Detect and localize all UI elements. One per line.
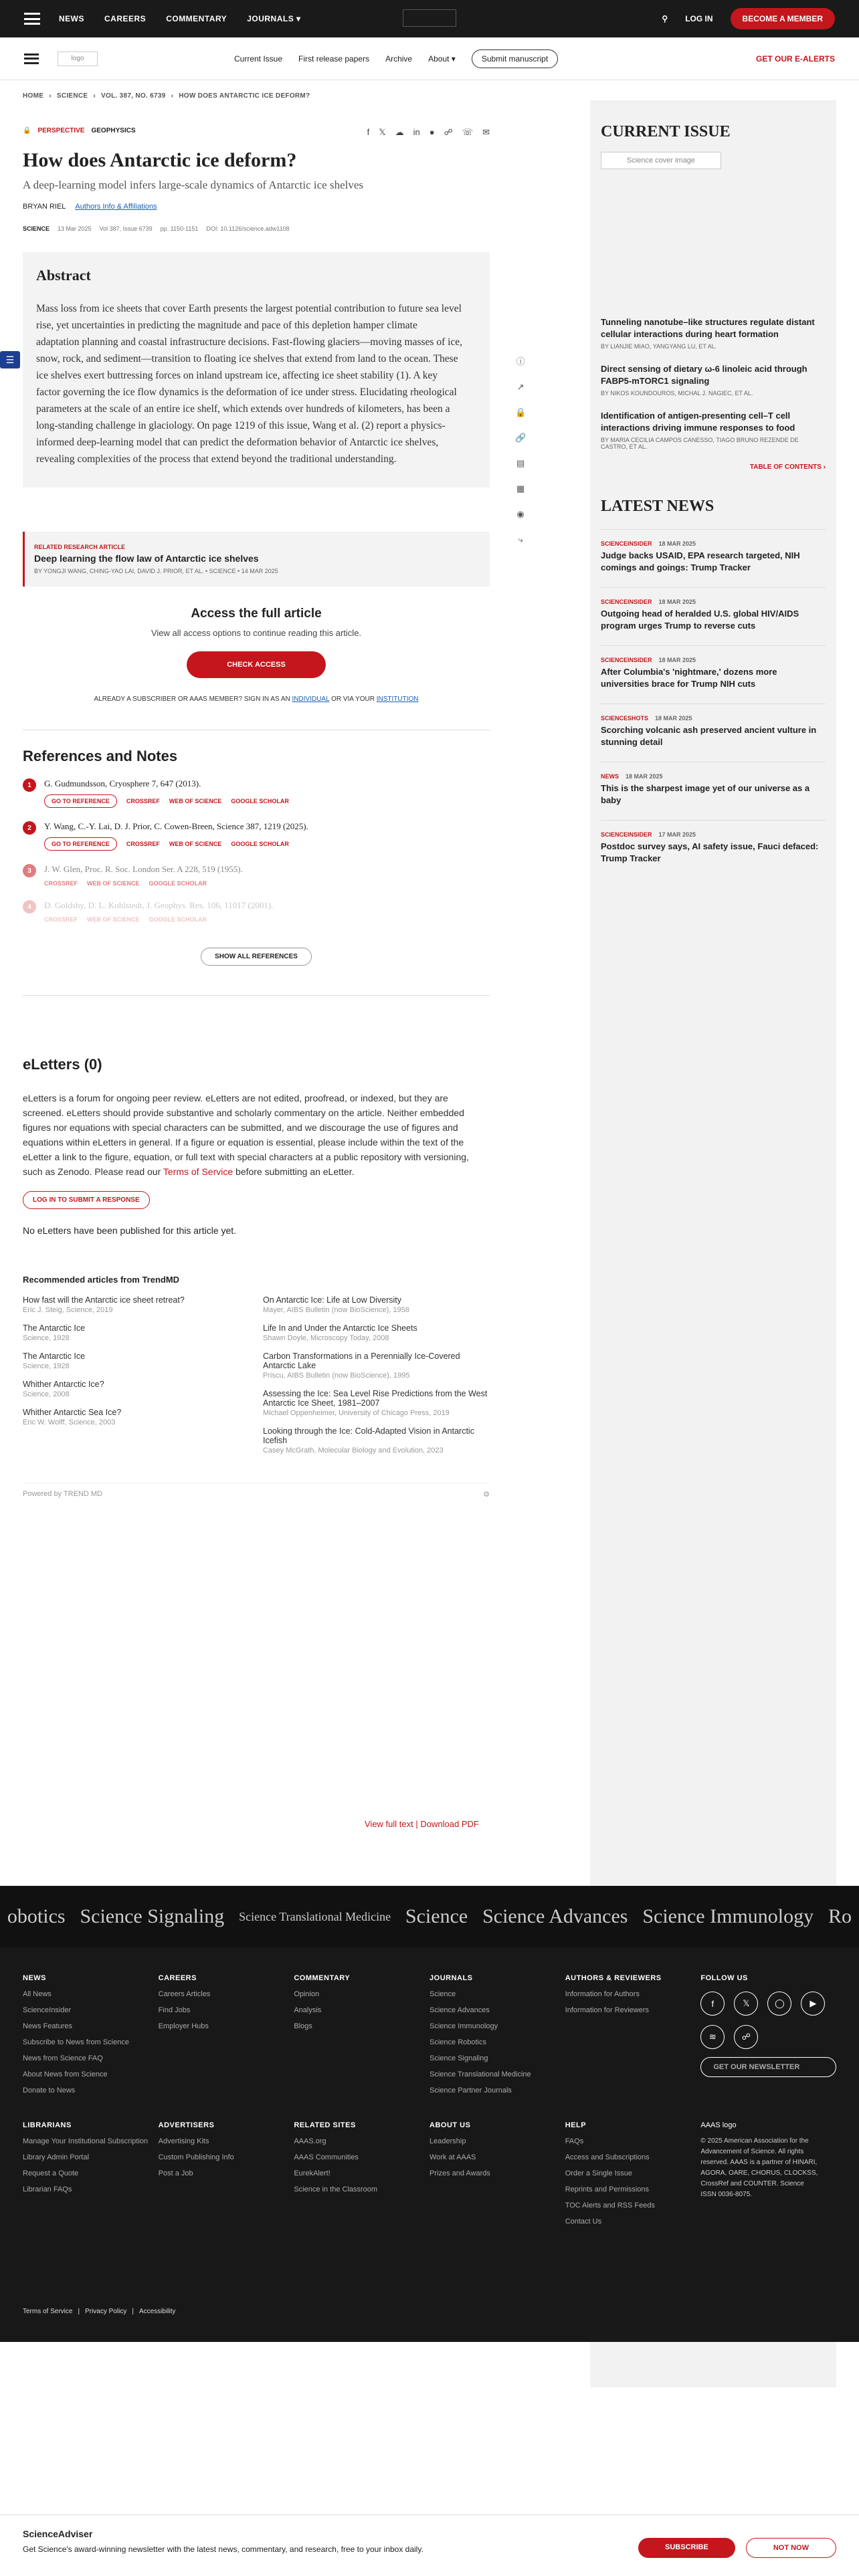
footer-link[interactable]: Manage Your Institutional Subscription — [23, 2137, 149, 2145]
link-icon[interactable]: 🔗 — [515, 433, 527, 443]
institution-link[interactable]: INSTITUTION — [376, 695, 419, 703]
trendmd-right — [263, 1295, 490, 1464]
recommended-item[interactable] — [23, 1295, 250, 1314]
rec-source: Shawn Doyle, Microscopy Today, 2008 — [263, 1334, 389, 1342]
footer-link[interactable]: Employer Hubs — [158, 2022, 209, 2030]
wos-link[interactable]: WEB OF SCIENCE — [169, 798, 222, 804]
ref-number: 4 — [23, 900, 36, 914]
search-icon[interactable]: ⚲ — [662, 14, 668, 23]
article-title: How does Antarctic ice deform? — [23, 149, 297, 171]
article-tools — [515, 354, 526, 545]
no-eletters-text: No eLetters have been published for this article yet. — [23, 1225, 237, 1236]
recommended-item[interactable] — [263, 1323, 490, 1342]
issue-item[interactable] — [601, 363, 826, 397]
fulltext-links — [365, 1819, 479, 1829]
footer-link[interactable]: Advertising Kits — [158, 2137, 209, 2145]
signin-text: ALREADY A SUBSCRIBER OR AAAS MEMBER? SIGN IN AS AN — [94, 695, 290, 703]
rec-source: Science, 2008 — [23, 1390, 70, 1398]
access-section — [23, 607, 490, 703]
footer-col-about — [430, 2121, 565, 2226]
media-icon[interactable]: ◉ — [516, 509, 524, 519]
table-icon[interactable]: ▦ — [516, 484, 525, 494]
ref-number: 1 — [23, 778, 36, 792]
news-title[interactable]: After Columbia's 'nightmare,' dozens more universities brace for Trump NIH cuts — [601, 667, 777, 689]
wechat-icon[interactable]: ☍ — [444, 127, 453, 137]
lock-icon[interactable]: 🔒 — [515, 407, 527, 417]
journal-logo[interactable]: logo — [58, 51, 98, 66]
go-to-reference-button[interactable]: GO TO REFERENCE — [44, 794, 117, 808]
submit-manuscript-button[interactable]: Submit manuscript — [472, 49, 558, 68]
pub-date: 13 Mar 2025 — [58, 225, 92, 232]
references-list — [23, 778, 490, 923]
related-article[interactable] — [23, 532, 490, 586]
journal-immunology[interactable]: Science Immunology — [642, 1905, 814, 1927]
crossref-link[interactable]: CROSSREF — [126, 798, 160, 804]
check-access-button-large[interactable]: CHECK ACCESS — [187, 651, 326, 678]
privacy-policy-link[interactable]: Privacy Policy — [85, 2308, 127, 2315]
issue-item-authors: BY MARIA CECILIA CAMPOS CANESSO, TIAGO BRUNO REZENDE DE CASTRO, ET AL. — [601, 437, 799, 450]
rec-title[interactable]: Whither Antarctic Ice? — [23, 1380, 104, 1389]
news-title[interactable]: Judge backs USAID, EPA research targeted, NIH comings and goings: Trump Tracker — [601, 550, 800, 572]
footer-col-careers — [159, 1974, 294, 2095]
issue-item[interactable] — [601, 410, 826, 450]
breadcrumb-sep: › — [171, 92, 174, 100]
metrics-icon[interactable]: ↗ — [516, 382, 524, 392]
rec-title[interactable]: The Antarctic Ice — [23, 1323, 86, 1333]
footer-legal — [700, 2121, 836, 2226]
google-scholar-link[interactable]: GOOGLE SCHOLAR — [231, 841, 289, 847]
footer-heading: HELP — [565, 2121, 587, 2129]
trendmd-heading: Recommended articles from TrendMD — [23, 1275, 180, 1285]
footer-link[interactable]: News from Science FAQ — [23, 2054, 103, 2062]
footer-link[interactable]: FAQs — [565, 2137, 584, 2145]
access-sub: View all access options to continue reading this article. — [151, 628, 362, 638]
news-date: 18 MAR 2025 — [658, 599, 696, 605]
terms-link[interactable]: Terms of Service — [163, 1166, 233, 1177]
toc-toggle-icon[interactable]: ☰ — [0, 351, 20, 368]
not-now-button[interactable]: NOT NOW — [746, 2538, 836, 2558]
sub-nav — [0, 37, 859, 80]
eletters-heading: eLetters (0) — [23, 1056, 102, 1073]
archive-link[interactable]: Archive — [385, 53, 413, 64]
science-adviser-banner — [0, 2514, 859, 2576]
reference-item — [23, 900, 490, 923]
crossref-link[interactable]: CROSSREF — [44, 880, 78, 887]
show-all-references-button[interactable]: SHOW ALL REFERENCES — [201, 948, 312, 966]
footer-link[interactable]: EurekAlert! — [294, 2169, 330, 2177]
rec-source: Science, 1928 — [23, 1334, 70, 1342]
footer-link[interactable]: AAAS.org — [294, 2137, 326, 2145]
footer-col-related — [294, 2121, 430, 2226]
journal-ro[interactable]: Ro — [828, 1905, 852, 1927]
references-heading: References and Notes — [23, 748, 178, 764]
issue-item-title[interactable]: Tunneling nanotube–like structures regulate distant cellular interactions during heart formation — [601, 317, 815, 339]
footer-heading: CAREERS — [158, 1974, 197, 1982]
news-item[interactable] — [601, 820, 826, 865]
footer-link[interactable]: About News from Science — [23, 2070, 108, 2078]
abstract-section — [23, 252, 490, 488]
news-item[interactable] — [601, 645, 826, 690]
top-nav — [59, 14, 301, 23]
footer-heading: LIBRARIANS — [23, 2121, 72, 2129]
doi-link[interactable]: DOI: 10.1126/science.adw1108 — [206, 225, 290, 232]
rec-title[interactable]: On Antarctic Ice: Life at Low Diversity — [263, 1295, 402, 1305]
download-pdf-link[interactable]: Download PDF — [420, 1819, 479, 1829]
recommended-item[interactable] — [263, 1295, 490, 1314]
recommended-item[interactable] — [23, 1352, 250, 1370]
related-meta: BY YONGJI WANG, CHING-YAO LAI, DAVID J. PRIOR, ET AL. • SCIENCE • 14 MAR 2025 — [34, 568, 278, 574]
rec-title[interactable]: Assessing the Ice: Sea Level Rise Predictions from the West Antarctic Ice Sheet, 1981–2007 — [263, 1389, 488, 1408]
footer-link[interactable]: Science Signaling — [430, 2054, 488, 2062]
footer — [0, 1947, 859, 2342]
breadcrumb-home[interactable]: HOME — [23, 92, 44, 100]
terms-of-service-link[interactable]: Terms of Service — [23, 2308, 73, 2315]
news-item[interactable] — [601, 704, 826, 748]
subscribe-button[interactable]: SUBSCRIBE — [638, 2538, 735, 2558]
footer-link[interactable]: All News — [23, 1990, 52, 1998]
current-issue-link[interactable]: Current Issue — [234, 53, 283, 64]
perspective-tag[interactable]: PERSPECTIVE — [37, 127, 85, 134]
journal-translational[interactable]: Science Translational Medicine — [239, 1909, 391, 1923]
nav-commentary[interactable]: COMMENTARY — [166, 14, 227, 23]
footer-link[interactable]: Opinion — [294, 1990, 320, 1998]
issue-item-title[interactable]: Direct sensing of dietary ω-6 linoleic acid through FABP5-mTORC1 signaling — [601, 364, 807, 386]
footer-col-journals — [430, 1974, 565, 2095]
footer-col-librarians — [23, 2121, 159, 2226]
first-release-link[interactable]: First release papers — [298, 53, 370, 64]
news-date: 18 MAR 2025 — [655, 715, 692, 722]
crossref-link[interactable]: CROSSREF — [126, 841, 160, 847]
accessibility-link[interactable]: Accessibility — [138, 2308, 176, 2315]
footer-link[interactable]: Science Immunology — [430, 2022, 498, 2030]
recommended-item[interactable] — [23, 1323, 250, 1342]
authors-info-link[interactable]: Authors Info & Affiliations — [75, 203, 157, 211]
footer-col-authors — [565, 1974, 701, 2095]
footer-sep: | — [132, 2308, 134, 2315]
footer-link[interactable]: Prizes and Awards — [430, 2169, 490, 2177]
signin-or: OR VIA YOUR — [331, 695, 375, 703]
footer-heading: ABOUT US — [430, 2121, 471, 2129]
eletters-tail: before submitting an eLetter. — [235, 1166, 355, 1177]
footer-link[interactable]: Library Admin Portal — [23, 2153, 90, 2161]
recommended-item[interactable] — [23, 1380, 250, 1398]
rec-title[interactable]: Whither Antarctic Sea Ice? — [23, 1408, 122, 1417]
ref-citation: G. Gudmundsson, Cryosphere 7, 647 (2013). — [44, 778, 201, 788]
footer-heading: COMMENTARY — [294, 1974, 351, 1982]
breadcrumb-sep: › — [93, 92, 96, 100]
footer-link[interactable]: Request a Quote — [23, 2169, 79, 2177]
news-kicker: SCIENCEINSIDER — [601, 599, 652, 605]
footer-heading: AUTHORS & REVIEWERS — [565, 1974, 662, 1982]
x-icon[interactable]: 𝕏 — [734, 1992, 758, 2016]
footer-link[interactable]: Subscribe to News from Science — [23, 2038, 129, 2046]
science-adviser-logo: ScienceAdviser — [23, 2529, 93, 2539]
news-kicker: SCIENCESHOTS — [601, 715, 649, 722]
recommended-item[interactable] — [23, 1408, 250, 1426]
author-name[interactable]: BRYAN RIEL — [23, 203, 66, 211]
eletters-text — [23, 1091, 490, 1179]
access-heading: Access the full article — [191, 607, 322, 621]
footer-link[interactable]: Librarian FAQs — [23, 2185, 72, 2193]
lock-icon: 🔒 — [23, 127, 31, 134]
footer-link[interactable]: AAAS Communities — [294, 2153, 359, 2161]
news-kicker: SCIENCEINSIDER — [601, 540, 652, 547]
nav-journals[interactable]: JOURNALS ▾ — [247, 14, 301, 23]
wos-link[interactable]: WEB OF SCIENCE — [87, 880, 140, 887]
wechat-icon[interactable]: ☍ — [734, 2025, 758, 2049]
adviser-text: Get Science's award-winning newsletter with the latest news, commentary, and research, free to your inbox daily. — [23, 2545, 423, 2554]
current-issue-heading: CURRENT ISSUE — [601, 123, 731, 140]
gear-icon[interactable]: ⚙ — [483, 1491, 490, 1499]
footer-link[interactable]: Post a Job — [158, 2169, 193, 2177]
news-title[interactable]: Scorching volcanic ash preserved ancient vulture in stunning detail — [601, 725, 817, 747]
pages: pp. 1150-1151 — [160, 225, 199, 232]
authors — [23, 203, 490, 211]
rec-source: Science, 1928 — [23, 1362, 70, 1370]
ref-number: 2 — [23, 821, 36, 835]
volume-issue[interactable]: Vol 387, Issue 6739 — [99, 225, 153, 232]
powered-text: Powered by TREND MD — [23, 1490, 102, 1498]
whatsapp-icon[interactable]: ☏ — [462, 127, 474, 137]
table-of-contents-link[interactable]: TABLE OF CONTENTS › — [749, 463, 826, 471]
journal-robotics[interactable]: obotics — [7, 1905, 66, 1927]
rec-title[interactable]: Carbon Transformations in a Perennially Ice-Covered Antarctic Lake — [263, 1352, 460, 1370]
article-main — [23, 127, 490, 1499]
ref-citation: J. W. Glen, Proc. R. Soc. London Ser. A 228, 519 (1955). — [44, 864, 243, 874]
reference-item — [23, 864, 490, 887]
youtube-icon[interactable]: ▶ — [801, 1992, 825, 2016]
e-alerts-link[interactable]: GET OUR E-ALERTS — [755, 53, 835, 64]
breadcrumb-current: HOW DOES ANTARCTIC ICE DEFORM? — [179, 92, 310, 100]
footer-heading: JOURNALS — [430, 1974, 473, 1982]
recommended-item[interactable] — [263, 1389, 490, 1417]
footer-bottom — [23, 2308, 175, 2315]
rec-title[interactable]: How fast will the Antarctic ice sheet retreat? — [23, 1295, 185, 1305]
ref-citation: D. Goldsby, D. L. Kohlstedt, J. Geophys. Res. 106, 11017 (2001). — [44, 900, 274, 910]
issue-item-authors: BY LIANJIE MIAO, YANGYANG LU, ET AL. — [601, 343, 717, 350]
bluesky-icon[interactable]: ☁ — [395, 127, 404, 137]
news-title[interactable]: Outgoing head of heralded U.S. global HIV/AIDS program urges Trump to reverse cuts — [601, 609, 799, 631]
footer-link[interactable]: News Features — [23, 2022, 72, 2030]
menu-icon[interactable] — [24, 13, 40, 25]
journal-advances[interactable]: Science Advances — [482, 1905, 628, 1927]
become-member-button[interactable]: BECOME A MEMBER — [731, 8, 835, 29]
footer-col-news — [23, 1974, 159, 2095]
reference-item — [23, 821, 490, 851]
footer-link[interactable]: Science Partner Journals — [430, 2086, 512, 2095]
footer-link[interactable]: Order a Single Issue — [565, 2169, 632, 2177]
top-bar — [0, 0, 859, 37]
footer-link[interactable]: TOC Alerts and RSS Feeds — [565, 2202, 655, 2210]
rec-source: Priscu, AIBS Bulletin (now BioScience), 1995 — [263, 1372, 410, 1380]
footer-link[interactable]: Blogs — [294, 2022, 312, 2030]
journal-name: SCIENCE — [23, 225, 50, 232]
view-full-text-link[interactable]: View full text — [365, 1819, 413, 1829]
share-bar — [367, 127, 490, 138]
ref-number: 3 — [23, 864, 36, 877]
facebook-icon[interactable]: f — [367, 127, 370, 137]
copyright-text: © 2025 American Association for the Advancement of Science. All rights reserved. AAAS is a partner of HINARI, AGORA, OARE, CHORUS, CLOCKSS, CrossRef and COUNTER. Science ISSN 0036-8075. — [700, 2137, 818, 2198]
issue-item-title[interactable]: Identification of antigen-presenting cell–T cell interactions driving immune responses to food — [601, 411, 795, 433]
recommended-item[interactable] — [263, 1426, 490, 1455]
abstract-heading: Abstract — [36, 267, 91, 284]
share-icon[interactable]: ⤷ — [518, 534, 523, 544]
footer-link[interactable]: Custom Publishing Info — [158, 2153, 234, 2161]
science-logo[interactable] — [403, 9, 456, 27]
ref-citation: Y. Wang, C.-Y. Lai, D. J. Prior, C. Cowen-Breen, Science 387, 1219 (2025). — [44, 821, 308, 831]
footer-link[interactable]: Science Translational Medicine — [430, 2070, 531, 2078]
rec-source: Michael Oppenheimer, University of Chicago Press, 2019 — [263, 1409, 450, 1417]
news-kicker: SCIENCEINSIDER — [601, 657, 652, 663]
footer-link[interactable]: Science Advances — [430, 2006, 490, 2014]
rec-title[interactable]: The Antarctic Ice — [23, 1352, 86, 1361]
abstract-text: Mass loss from ice sheets that cover Earth presents the largest potential contribution to future sea level rise, yet uncertainties in predicting the magnitude and pace of this depletion hamper climate adaptation planning and coastal infrastructure decisions. Fast-flowing glaciers—moving masses of ice, snow, rock, and sediment—transition to floating ice shelves that extend from land to the ocean. These ice shelves exert buttressing forces on inland upstream ice, affecting ice sheet stability (1). A key factor governing the ice flow dynamics is the deformation of ice under stress. Elucidating rheological parameters at the scale of an entire ice shelf, which extends over hundreds of kilometers, has been a long-standing challenge in glaciology. On page 1219 of this issue, Wang et al. (2) report a physics-informed deep-learning model that can predict the deformation behavior of Antarctic ice shelves, revealing complexities of the process that extend beyond the traditional understanding. — [36, 303, 463, 465]
news-date: 17 MAR 2025 — [658, 831, 696, 838]
related-tag: RELATED RESEARCH ARTICLE — [34, 544, 126, 550]
fulltext-sep: | — [415, 1819, 418, 1829]
footer-link[interactable]: Science Robotics — [430, 2038, 487, 2046]
latest-news-heading: LATEST NEWS — [601, 498, 714, 515]
footer-link[interactable]: Donate to News — [23, 2086, 76, 2095]
individual-link[interactable]: INDIVIDUAL — [292, 695, 330, 703]
follow-heading: FOLLOW US — [700, 1974, 748, 1982]
footer-link[interactable]: Information for Reviewers — [565, 2006, 650, 2014]
footer-col-help — [565, 2121, 701, 2226]
divider — [23, 995, 490, 996]
issue-item-authors: BY NIKOS KOUNDOUROS, MICHAL J. NAGIEC, ET AL. — [601, 390, 753, 397]
news-date: 18 MAR 2025 — [658, 657, 696, 663]
footer-heading: NEWS — [23, 1974, 46, 1982]
google-scholar-link[interactable]: GOOGLE SCHOLAR — [231, 798, 289, 804]
footer-link[interactable]: Science in the Classroom — [294, 2185, 378, 2193]
trendmd-left — [23, 1295, 250, 1464]
footer-sep: | — [78, 2308, 80, 2315]
news-title[interactable]: Postdoc survey says, AI safety issue, Fauci defaced: Trump Tracker — [601, 841, 819, 863]
footer-link[interactable]: Leadership — [430, 2137, 466, 2145]
article-meta — [23, 225, 490, 232]
signin-note — [23, 695, 490, 703]
footer-link[interactable]: Careers Articles — [158, 1990, 211, 1998]
footer-heading: ADVERTISERS — [158, 2121, 215, 2129]
linkedin-icon[interactable]: in — [413, 127, 420, 137]
login-submit-response-button[interactable]: LOG IN TO SUBMIT A RESPONSE — [23, 1191, 150, 1209]
recommended-item[interactable] — [263, 1352, 490, 1380]
rec-title[interactable]: Life In and Under the Antarctic Ice Sheets — [263, 1323, 417, 1333]
facebook-icon[interactable]: f — [700, 1992, 725, 2016]
article-dek: A deep-learning model infers large-scale dynamics of Antarctic ice shelves — [23, 179, 364, 191]
related-title[interactable]: Deep learning the flow law of Antarctic ice shelves — [34, 553, 259, 564]
aaas-logo[interactable]: AAAS logo — [700, 2121, 737, 2129]
login-link[interactable]: LOG IN — [685, 14, 713, 23]
wos-link[interactable]: WEB OF SCIENCE — [169, 841, 222, 847]
go-to-reference-button[interactable]: GO TO REFERENCE — [44, 837, 117, 851]
menu-icon[interactable] — [24, 53, 39, 64]
newsletter-button[interactable]: GET OUR NEWSLETTER — [700, 2057, 836, 2077]
info-icon[interactable]: ⓘ — [516, 356, 525, 366]
news-item[interactable] — [601, 529, 826, 574]
instagram-icon[interactable]: ◯ — [767, 1992, 791, 2016]
news-kicker: SCIENCEINSIDER — [601, 831, 652, 838]
breadcrumb — [23, 92, 310, 100]
footer-link[interactable]: Contact Us — [565, 2218, 602, 2226]
reddit-icon[interactable]: ● — [429, 127, 435, 137]
footer-link[interactable]: Access and Subscriptions — [565, 2153, 650, 2161]
geophysics-tag[interactable]: GEOPHYSICS — [91, 127, 136, 134]
footer-col-advertisers — [159, 2121, 294, 2226]
rec-source: Mayer, AIBS Bulletin (now BioScience), 1958 — [263, 1306, 409, 1314]
rec-source: Eric W. Wolff, Science, 2003 — [23, 1418, 116, 1426]
news-item[interactable] — [601, 587, 826, 632]
news-item[interactable] — [601, 762, 826, 807]
footer-link[interactable]: Science — [430, 1990, 456, 1998]
rec-source: Casey McGrath, Molecular Biology and Evolution, 2023 — [263, 1446, 444, 1455]
rec-source: Eric J. Steig, Science, 2019 — [23, 1306, 113, 1314]
rss-icon[interactable]: ≋ — [700, 2025, 725, 2049]
footer-col-commentary — [294, 1974, 430, 2095]
footer-link[interactable]: Information for Authors — [565, 1990, 640, 1998]
footer-link[interactable]: Reprints and Permissions — [565, 2185, 650, 2193]
rec-title[interactable]: Looking through the Ice: Cold-Adapted Vision in Antarctic Icefish — [263, 1426, 474, 1445]
journal-signaling[interactable]: Science Signaling — [80, 1905, 225, 1927]
document-icon[interactable]: ▤ — [516, 458, 525, 468]
crossref-link[interactable]: CROSSREF — [44, 916, 78, 923]
news-title[interactable]: This is the sharpest image yet of our universe as a baby — [601, 783, 810, 805]
journal-science[interactable]: Science — [405, 1905, 468, 1927]
nav-news[interactable]: NEWS — [59, 14, 84, 23]
trendmd-section — [23, 1275, 490, 1498]
breadcrumb-volume[interactable]: VOL. 387, NO. 6739 — [101, 92, 166, 100]
breadcrumb-sep: › — [49, 92, 52, 100]
wos-link[interactable]: WEB OF SCIENCE — [87, 916, 140, 923]
footer-follow — [700, 1974, 836, 2095]
issue-item[interactable] — [601, 316, 826, 350]
email-icon[interactable]: ✉ — [482, 127, 490, 137]
google-scholar-link[interactable]: GOOGLE SCHOLAR — [149, 916, 207, 923]
footer-link[interactable]: Analysis — [294, 2006, 322, 2014]
eletters-body: eLetters is a forum for ongoing peer review. eLetters are not edited, proofread, or indexed, but they are screened. eLetters should provide substantive and scholarly commentary on the article. Neither embedded figures nor equations with special characters can be submitted, and we discourage the use of figures and equations within eLetters in general. If a figure or equation is essential, please include within the text of the eLetter a link to the figure, equation, or full text with special characters at a public repository with versioning, such as Zenodo. Please read our — [23, 1093, 469, 1177]
about-link[interactable]: About ▾ — [428, 53, 456, 64]
journals-strip — [0, 1886, 859, 1947]
news-kicker: NEWS — [601, 773, 619, 780]
reference-item — [23, 778, 490, 808]
x-icon[interactable]: 𝕏 — [379, 127, 386, 137]
nav-careers[interactable]: CAREERS — [104, 14, 147, 23]
news-date: 18 MAR 2025 — [626, 773, 663, 780]
cover-image[interactable]: Science cover image — [601, 152, 721, 169]
footer-heading: RELATED SITES — [294, 2121, 356, 2129]
google-scholar-link[interactable]: GOOGLE SCHOLAR — [149, 880, 207, 887]
footer-link[interactable]: Find Jobs — [158, 2006, 191, 2014]
news-date: 18 MAR 2025 — [658, 540, 696, 547]
footer-link[interactable]: Work at AAAS — [430, 2153, 476, 2161]
breadcrumb-science[interactable]: SCIENCE — [56, 92, 88, 100]
powered-by-trendmd[interactable] — [23, 1483, 490, 1498]
footer-link[interactable]: ScienceInsider — [23, 2006, 72, 2014]
